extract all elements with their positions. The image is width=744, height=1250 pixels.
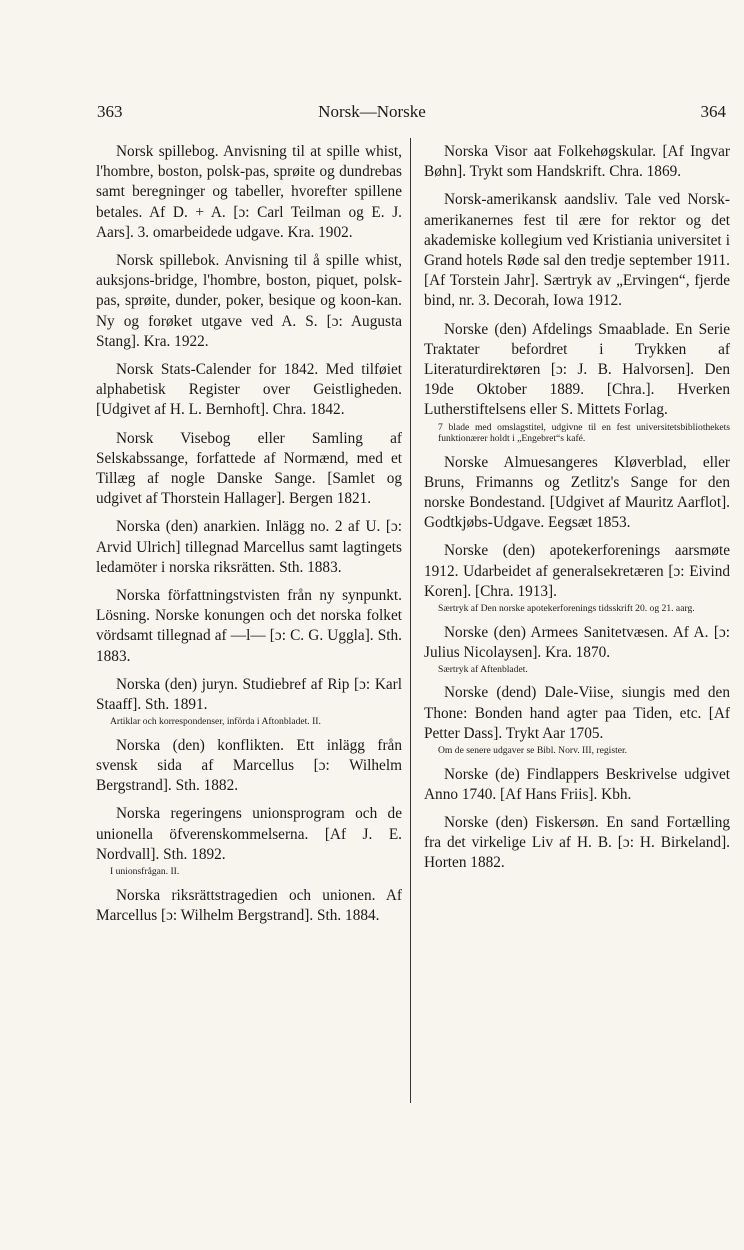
page-number-right: 364: [700, 102, 726, 121]
catalog-entry: [96, 736, 402, 797]
entry-text: Norska (den) juryn. Studiebref af Rip [ɔ: Karl Staaff]. Sth. 1891.: [96, 675, 402, 714]
entry-note: Særtryk af Aftenbladet.: [438, 663, 528, 675]
entry-text: Norske Almuesangeres Kløverblad, eller Bruns, Frimanns og Zetlitz's Sange for den norske Bondestand. [Udgivet af Mauritz Aarflot]. Godtkjøbs-Udgave. Eegsæt 1853.: [424, 453, 730, 532]
entry-text: Norsk-amerikansk aandsliv. Tale ved Norsk-amerikanernes fest til ære for rektor og det akademiske kollegium ved Kristiania universitet i Grand hotels Røde sal den tredje september 1911. [Af Torstein Jahr]. Særtryk av „Ervingen“, fjerde bind, nr. 3. Decorah, Iowa 1912.: [424, 191, 730, 310]
catalog-entry: [424, 813, 730, 874]
catalog-entry: [424, 453, 730, 534]
entry-text: Norska riksrättstragedien och unionen. Af Marcellus [ɔ: Wilhelm Bergstrand]. Sth. 1884.: [96, 886, 402, 924]
running-title: Norsk—Norske: [318, 102, 426, 121]
catalog-entry: [96, 142, 402, 243]
entry-text: Norska (den) anarkien. Inlägg no. 2 af U. [ɔ: Arvid Ulrich] tillegnad Marcellus samt lagtingets ledamöter i norska riksrätten. Sth. 1883.: [96, 518, 402, 576]
entry-text: Norska regeringens unionsprogram och de unionella öfverenskommelserna. [Af J. E. Nordvall]. Sth. 1892.: [96, 805, 402, 863]
entry-text: Norsk spillebok. Anvisning til å spille whist, auksjons-bridge, l'hombre, boston, piquet, polsk-pas, sprøite, dunder, poker, besique og koon-kan. Ny og forøket utgave ved A. S. [ɔ: Augusta Stang]. Kra. 1922.: [96, 252, 402, 350]
entry-text: Norske (den) Afdelings Smaablade. En Serie Traktater befordret i Trykken af Literaturdirektøren [ɔ: J. B. Halvorsen]. Den 19de Oktober 1889. [Chra.]. Hverken Lutherstiftelsens eller S. Mittets Forlag.: [424, 320, 730, 419]
entry-text: Norske (dend) Dale-Viise, siungis med den Thone: Bonden hand agter paa Tiden, etc. [Af Petter Dass]. Trykt Aar 1705.: [424, 684, 730, 742]
catalog-entry: [424, 320, 730, 445]
catalog-entry: [424, 142, 730, 182]
catalog-entry: [424, 541, 730, 614]
entry-note: Særtryk af Den norske apotekerforenings tidsskrift 20. og 21. aarg.: [438, 603, 695, 615]
catalog-entry: [96, 360, 402, 421]
catalog-entry: [96, 886, 402, 926]
catalog-entry: [424, 765, 730, 805]
entry-text: Norsk Stats-Calender for 1842. Med tilføiet alphabetisk Register over Geistligheden. [Udgivet af H. L. Bernhoft]. Chra. 1842.: [96, 361, 402, 419]
catalog-entry: [96, 675, 402, 728]
column-divider: [410, 138, 411, 1103]
catalog-entry: [96, 517, 402, 578]
entry-note: Artiklar och korrespondenser, införda i Aftonbladet. II.: [110, 716, 321, 728]
entry-text: Norske (den) Fiskersøn. En sand Fortælling fra det virkelige Liv af H. B. [ɔ: H. Birkeland]. Horten 1882.: [424, 813, 730, 872]
catalog-entry: [424, 623, 730, 676]
entry-text: Norska (den) konflikten. Ett inlägg från svensk sida af Marcellus [ɔ: Wilhelm Bergstrand]. Sth. 1882.: [96, 736, 402, 795]
entry-text: Norsk Visebog eller Samling af Selskabssange, forfattede af Normænd, med et Tillæg af nogle Danske Sange. [Samlet og udgivet af Thorstein Hallager]. Bergen 1821.: [96, 429, 402, 508]
entry-text: Norske (de) Findlappers Beskrivelse udgivet Anno 1740. [Af Hans Friis]. Kbh.: [424, 765, 730, 803]
catalog-entry: [424, 683, 730, 756]
entry-text: Norska Visor aat Folkehøgskular. [Af Ingvar Bøhn]. Trykt som Handskrift. Chra. 1869.: [424, 143, 730, 181]
catalog-entry: [96, 429, 402, 510]
right-column: [424, 142, 730, 882]
page-number-left: 363: [97, 102, 123, 121]
page-header: [0, 102, 744, 126]
left-column: [96, 142, 402, 934]
entry-text: Norske (den) apotekerforenings aarsmøte 1912. Udarbeidet af generalsekretæren [ɔ: Eivind Koren]. [Chra. 1913].: [424, 542, 730, 600]
entry-note: Om de senere udgaver se Bibl. Norv. III, register.: [438, 745, 628, 757]
entry-text: Norska författningstvisten från ny synpunkt. Lösning. Norske konungen och det norska folket vördsamt tillegnad af —l— [ɔ: C. G. Uggla]. Sth. 1883.: [96, 587, 402, 665]
entry-note: I unionsfrågan. II.: [110, 866, 180, 877]
entry-text: Norske (den) Armees Sanitetvæsen. Af A. [ɔ: Julius Nicolaysen]. Kra. 1870.: [424, 623, 730, 661]
entry-note: 7 blade med omslagstitel, udgivne til en fest universitetsbibliothekets funktionærer holdt i „Engebret“s kafé.: [438, 421, 730, 445]
catalog-entry: [96, 586, 402, 667]
catalog-entry: [96, 804, 402, 877]
catalog-entry: [424, 190, 730, 311]
entry-text: Norsk spillebog. Anvisning til at spille whist, l'hombre, boston, polsk-pas, sprøite og dundrebas samt beregninger og tabeller, hvorefter spillene betales. Af D. + A. [ɔ: Carl Teilman og E. J. Aars]. 3. omarbeidede udgave. Kra. 1902.: [96, 143, 402, 241]
catalog-entry: [96, 251, 402, 352]
